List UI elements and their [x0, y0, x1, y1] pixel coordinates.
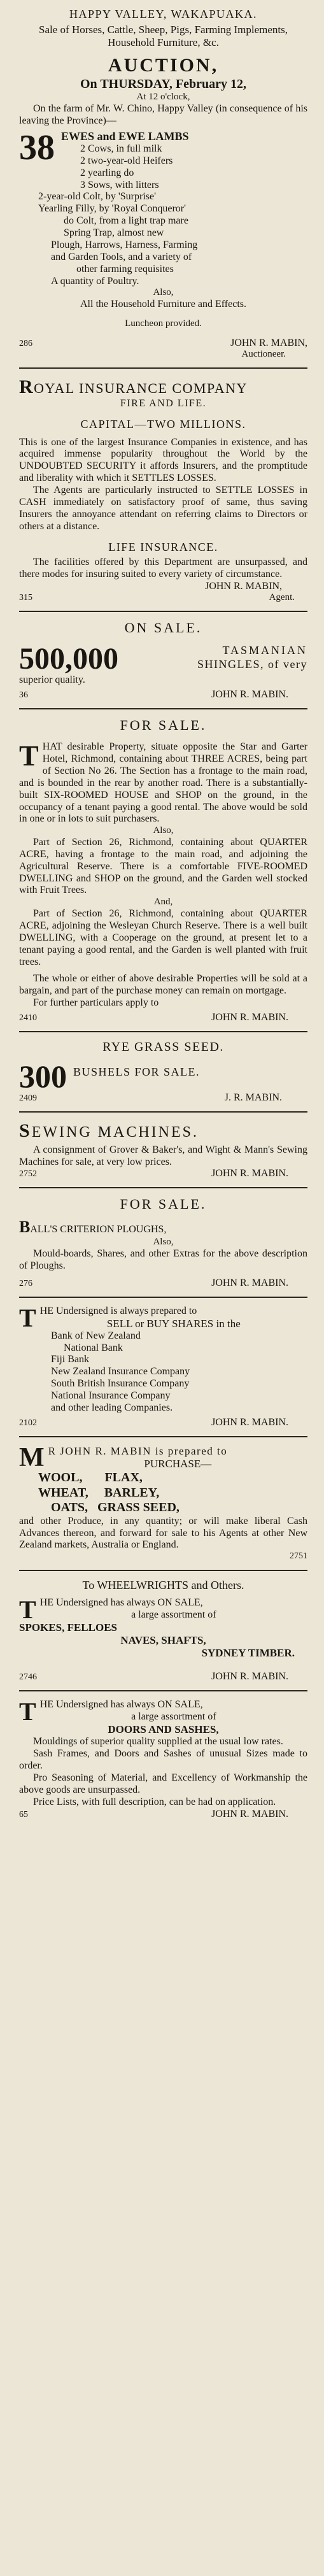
drop-cap: B: [19, 1218, 31, 1237]
divider: [19, 1570, 307, 1571]
paragraph: For further particulars apply to: [33, 997, 159, 1009]
divider: [19, 611, 307, 612]
title-rest: EWING MACHINES.: [31, 1123, 199, 1141]
signature: JOHN R. MABIN.: [211, 689, 288, 701]
auction-time: At 12 o'clock,: [136, 92, 190, 103]
luncheon-line: Luncheon provided.: [125, 318, 202, 329]
shingles-block: [19, 644, 307, 674]
produce-line: OATS, GRASS SEED,: [51, 1500, 180, 1515]
shares-ad: [19, 1303, 307, 1428]
company-item: National Bank: [64, 1342, 123, 1353]
shingles-big-number: 500,000: [19, 642, 118, 676]
paragraph: This is one of the largest Insurance Companies in existence, and has acquired immense popularity throughout the World by the UNDOUBTED SECURITY it affords Insurers, and the promptitude and liberality with which it SETTLES LOSSES.: [19, 436, 307, 484]
doors-heading: [19, 1697, 307, 1726]
company-item: Bank of New Zealand: [51, 1330, 141, 1341]
property-para: [19, 741, 307, 825]
wheelwrights-line: a large assortment of: [131, 1609, 216, 1620]
paragraph: Mould-boards, Shares, and other Extras for the above description of Ploughs.: [19, 1248, 307, 1271]
signature: JOHN R. MABIN.: [211, 1277, 288, 1288]
signature-row: [19, 1809, 307, 1820]
paragraph: The facilities offered by this Department are unsurpassed, and there modes for insuring suited to every variety of circumstance.: [19, 556, 307, 580]
ad-number: 315: [19, 593, 32, 603]
divider: [19, 1690, 307, 1691]
stock-item: other farming requisites: [76, 263, 174, 274]
royal-insurance-ad: [19, 376, 307, 603]
signature: JOHN R. MABIN.: [211, 1416, 288, 1428]
shingles-text: [125, 644, 307, 671]
heading-rest: ALL'S CRITERION PLOUGHS,: [30, 1224, 167, 1235]
company-item: and other leading Companies.: [51, 1402, 173, 1413]
signature: JOHN R. MABIN,: [205, 580, 282, 592]
stock-item: EWES and EWE LAMBS: [61, 129, 189, 143]
ad-subtitle: Sale of Horses, Cattle, Sheep, Pigs, Farming Implements, Household Furniture, &c.: [39, 24, 288, 49]
furniture-line: All the Household Furniture and Effects.: [80, 299, 246, 310]
divider: [19, 1187, 307, 1188]
paragraph: The whole or either of above desirable Properties will be sold at a bargain, and part of the purchase money can remain on mortgage.: [19, 973, 307, 997]
and-label: And,: [153, 897, 173, 907]
signature-row: [19, 1417, 307, 1428]
drop-cap: T: [19, 739, 39, 772]
shingles-line: superior quality.: [19, 674, 85, 686]
wheelwrights-line: NAVES, SHAFTS,: [120, 1634, 206, 1647]
shingles-ad: [19, 620, 307, 701]
paragraph: Part of Section 26, Richmond, containing about QUARTER ACRE, adjoining the Wesleyan Church Reserve. There is a well built DWELLING, with a Cooperage on the ground, at present let to a tenant paying a good rental, and the Garden is well planted with fruit trees.: [19, 908, 307, 967]
ploughs-heading: [19, 1218, 307, 1237]
ad-title: [19, 1120, 307, 1142]
paragraph: and other Produce, in any quantity; or will make liberal Cash Advances thereon, and forward for sale to his Agents at other New Zealand markets, Australia or England.: [19, 1515, 307, 1551]
shingles-line: SHINGLES, of very: [197, 657, 307, 671]
also-label: Also,: [153, 825, 174, 836]
paragraph: The Agents are particularly instructed to SETTLE LOSSES in CASH immediately on satisfactory proof of same, thus saving Insurers the annoyance attendant on referring claims to Directors or others at a distance.: [19, 485, 307, 532]
stock-item: Yearling Filly, by 'Royal Conqueror': [38, 203, 186, 215]
divider: [19, 1436, 307, 1437]
purchase-line: R JOHN R. MABIN is prepared to: [48, 1444, 228, 1457]
shares-line: HE Undersigned is always prepared to: [39, 1305, 197, 1316]
stock-item: 3 Sows, with litters: [80, 179, 159, 190]
drop-cap: T: [19, 1595, 36, 1625]
rye-big-number: 300: [19, 1058, 67, 1094]
purchase-heading: [19, 1442, 307, 1472]
produce-line: WOOL, FLAX,: [38, 1470, 143, 1484]
signature: JOHN R. MABIN.: [211, 1168, 288, 1179]
wheelwrights-heading: [19, 1595, 307, 1625]
shingles-line: TASMANIAN: [222, 644, 307, 657]
life-heading: LIFE INSURANCE.: [108, 540, 218, 553]
paragraph: A consignment of Grover & Baker's, and Wight & Mann's Sewing Machines for sale, at very low prices.: [19, 1144, 307, 1167]
doors-line: DOORS AND SASHES,: [108, 1723, 219, 1736]
capital-line: CAPITAL—TWO MILLIONS.: [80, 418, 246, 431]
auction-farm: On the farm of Mr. W. Chino, Happy Valley (in consequence of his leaving the Province)—: [19, 103, 307, 126]
ad-number: 2102: [19, 1418, 37, 1428]
signature-row: [19, 1012, 307, 1023]
company-item: National Insurance Company: [51, 1390, 171, 1402]
ad-number: 286: [19, 338, 32, 348]
stock-item: do Colt, from a light trap mare: [64, 215, 188, 227]
rye-block: [19, 1060, 307, 1092]
ad-number: 2751: [290, 1551, 307, 1562]
stock-block: [19, 127, 307, 192]
signature: JOHN R. MABIN.: [211, 1671, 288, 1683]
also-label: Also,: [153, 287, 174, 298]
company-item: Fiji Bank: [51, 1354, 90, 1365]
ad-number: 2409: [19, 1093, 37, 1103]
drop-cap: R: [19, 376, 34, 398]
auction-heading: AUCTION,: [108, 55, 219, 76]
signature-row: [19, 1671, 307, 1683]
ploughs-ad: [19, 1196, 307, 1288]
also-label: Also,: [153, 1237, 174, 1248]
stock-big-number: 38: [19, 127, 55, 167]
company-item: New Zealand Insurance Company: [51, 1366, 190, 1377]
divider: [19, 1031, 307, 1032]
signature-row: [19, 1277, 307, 1289]
produce-purchase-ad: [19, 1442, 307, 1562]
signature-role: Agent.: [269, 592, 295, 603]
ad-title: RYE GRASS SEED.: [102, 1040, 224, 1055]
company-item: South British Insurance Company: [51, 1378, 190, 1390]
stock-list: [61, 130, 307, 192]
ad-title: To WHEELWRIGHTS and Others.: [82, 1578, 244, 1591]
signature: JOHN R. MABIN.: [211, 1012, 288, 1023]
paragraph: Part of Section 26, Richmond, containing about QUARTER ACRE, having a frontage to the main road, and adjoining the Agricultural Reserve. There is a comfortable FIVE-ROOMED DWELLING and SHOP on the ground, and the Garden well stocked with Fruit Trees.: [19, 836, 307, 896]
shares-line: SELL or BUY SHARES in the: [106, 1317, 241, 1330]
wheelwrights-line: SPOKES, FELLOES: [19, 1621, 117, 1634]
ad-number: 2752: [19, 1169, 37, 1179]
produce-line: WHEAT, BARLEY,: [38, 1485, 160, 1500]
ad-number: 65: [19, 1809, 28, 1819]
stock-item: and Garden Tools, and a variety of: [51, 251, 192, 262]
ad-title: FOR SALE.: [120, 717, 207, 734]
rye-line: BUSHELS FOR SALE.: [73, 1065, 201, 1078]
stock-item: Spring Trap, almost new: [64, 227, 164, 239]
wheelwrights-line: HE Undersigned has always ON SALE,: [39, 1597, 203, 1609]
happy-valley-auction-ad: [19, 8, 307, 360]
signature-role: Auctioneer.: [241, 348, 286, 359]
signature-row: [19, 689, 307, 701]
richmond-property-ad: [19, 717, 307, 1023]
divider: [19, 1297, 307, 1298]
doors-line: a large assortment of: [131, 1711, 216, 1723]
stock-item: 2 Cows, in full milk: [80, 143, 162, 154]
drop-cap: M: [19, 1442, 45, 1472]
paragraph: HAT desirable Property, situate opposite the Star and Garter Hotel, Richmond, containing about THREE ACRES, being part of Section No 26. The Section has a frontage to the main road, and is bounded in the rear by another road. There is a substantially-built SIX-ROOMED HOUSE and SHOP on the ground, in the occupancy of a tenant paying a good rental. The above would be sold in one or in lots to suit purchasers.: [19, 741, 307, 825]
ad-title: ON SALE.: [124, 620, 202, 636]
drop-cap: T: [19, 1697, 36, 1726]
signature: J. R. MABIN.: [224, 1092, 282, 1103]
purchase-line: PURCHASE—: [144, 1457, 212, 1470]
doors-sashes-ad: [19, 1699, 307, 1819]
divider: [19, 1111, 307, 1113]
paragraph: Pro Seasoning of Material, and Excellency of Workmanship the above goods are unsurpassed.: [19, 1772, 307, 1795]
stock-item: Plough, Harrows, Harness, Farming: [51, 239, 198, 250]
stock-item: 2 two-year-old Heifers: [80, 155, 173, 166]
title-rest: OYAL INSURANCE COMPANY: [34, 380, 248, 397]
wheelwrights-line: SYDNEY TIMBER.: [201, 1647, 295, 1660]
rye-grass-ad: [19, 1040, 307, 1104]
signature: JOHN R. MABIN.: [211, 1808, 288, 1819]
ad-subtitle: FIRE AND LIFE.: [120, 398, 207, 409]
paragraph: Mouldings of superior quality supplied at the usual low rates.: [33, 1736, 283, 1747]
shares-heading: [19, 1303, 307, 1332]
drop-cap: S: [19, 1120, 32, 1141]
sewing-machines-ad: [19, 1120, 307, 1180]
ad-number: 36: [19, 690, 28, 701]
ad-title: FOR SALE.: [120, 1196, 207, 1213]
ad-title: HAPPY VALLEY, WAKAPUAKA.: [69, 8, 258, 20]
stock-item: A quantity of Poultry.: [51, 275, 139, 287]
ad-title: [19, 376, 307, 398]
signature: JOHN R. MABIN,: [230, 337, 307, 348]
paragraph: Price Lists, with full description, can be had on application.: [33, 1796, 276, 1807]
signature-row: [19, 338, 307, 349]
signature-row: [19, 592, 307, 603]
doors-line: HE Undersigned has always ON SALE,: [39, 1699, 203, 1711]
ad-number: 276: [19, 1278, 32, 1288]
drop-cap: T: [19, 1303, 36, 1332]
auction-date: On THURSDAY, February 12,: [80, 76, 246, 91]
paragraph: Sash Frames, and Doors and Sashes of unusual Sizes made to order.: [19, 1748, 307, 1772]
stock-item: 2-year-old Colt, by 'Surprise': [38, 191, 156, 203]
ad-number: 2746: [19, 1672, 37, 1683]
stock-item: 2 yearling do: [80, 167, 134, 178]
ad-number: 2410: [19, 1013, 37, 1023]
wheelwrights-ad: [19, 1579, 307, 1683]
signature-row: [19, 1168, 307, 1179]
divider: [19, 708, 307, 709]
divider: [19, 367, 307, 369]
